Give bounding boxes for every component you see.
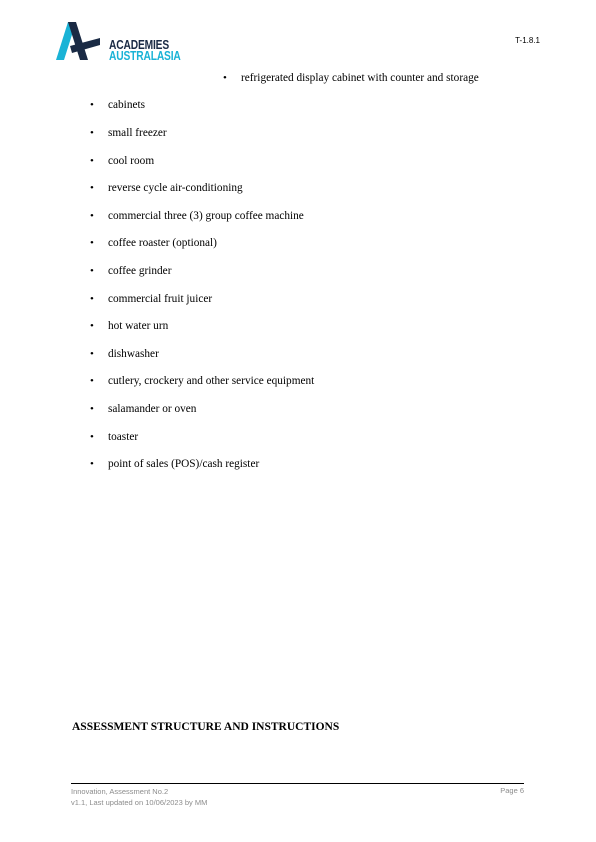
bullet-icon: • [90,155,94,167]
bullet-icon: • [90,182,94,194]
list-item-text: commercial fruit juicer [108,293,213,305]
bullet-icon: • [90,458,94,470]
footer-info [71,786,207,808]
bullet-icon: • [90,375,94,387]
bullet-icon: • [90,293,94,305]
bullet-icon: • [90,348,94,360]
logo-line-australasia: AUSTRALASIA [109,49,181,63]
list-item-text: coffee grinder [108,265,172,277]
document-code: T-1.8.1 [515,36,540,45]
list-item [90,182,243,194]
list-item-text: cabinets [108,99,146,111]
page-number: Page 6 [500,786,524,795]
list-item-text: coffee roaster (optional) [108,237,217,249]
logo-wordmark [109,40,196,62]
bullet-icon: • [90,403,94,415]
bullet-icon: • [90,127,94,139]
list-item-text: reverse cycle air-conditioning [108,182,243,194]
logo-mark-icon [52,20,108,64]
list-item [90,265,172,277]
list-item [90,320,169,332]
footer-version: v1.1, Last updated on 10/06/2023 by MM [71,798,208,807]
bullet-icon: • [90,99,94,111]
list-item-text: point of sales (POS)/cash register [108,458,260,470]
list-item-continued [223,72,479,84]
list-item [90,210,304,222]
list-item-text: hot water urn [108,320,169,332]
academies-australasia-logo [52,20,192,66]
list-item [90,403,197,415]
footer-title: Innovation, Assessment No.2 [71,787,169,796]
list-item [90,155,155,167]
list-item-text: small freezer [108,127,167,139]
list-item [90,458,260,470]
list-item-text: cutlery, crockery and other service equipment [108,375,315,387]
list-item-text: commercial three (3) group coffee machine [108,210,304,222]
list-item-text: salamander or oven [108,403,197,415]
section-heading: ASSESSMENT STRUCTURE AND INSTRUCTIONS [72,721,340,733]
list-item [90,431,139,443]
list-item [90,127,167,139]
list-item [90,375,315,387]
bullet-icon: • [90,210,94,222]
list-item-text: toaster [108,431,139,443]
bullet-icon: • [223,72,227,84]
list-item [90,293,213,305]
list-item-text: cool room [108,155,155,167]
list-item [90,237,217,249]
list-item [90,99,146,111]
list-item-text: dishwasher [108,348,159,360]
bullet-icon: • [90,237,94,249]
list-item-text: refrigerated display cabinet with counter and storage [241,72,479,84]
bullet-icon: • [90,320,94,332]
bullet-icon: • [90,431,94,443]
list-item [90,348,159,360]
logo-line-academies: ACADEMIES [109,38,170,52]
bullet-icon: • [90,265,94,277]
footer-divider [71,783,524,784]
